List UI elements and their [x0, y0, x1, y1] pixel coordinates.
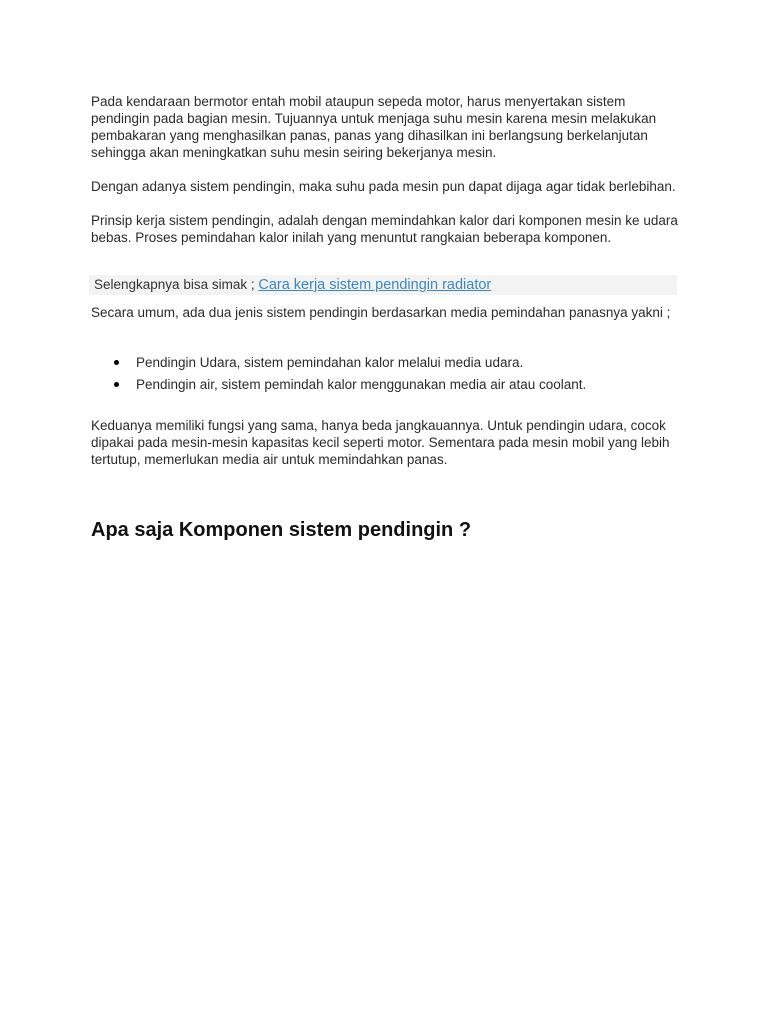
comparison-paragraph: Keduanya memiliki fungsi yang sama, hanya beda jangkauannya. Untuk pendingin udara, cocok dipakai pada mesin-mesin kapasitas kecil seperti motor. Sementara pada mesin mobil yang lebih tertutup, memerlukan media air untuk memindahkan panas. — [91, 418, 670, 467]
cooling-types-list — [91, 354, 681, 393]
read-more-callout — [89, 275, 677, 295]
radiator-article-link[interactable]: Cara kerja sistem pendingin radiator — [258, 277, 492, 293]
bullet-icon — [114, 382, 119, 387]
callout-prefix: Selengkapnya bisa simak ; — [94, 277, 259, 292]
principle-paragraph: Prinsip kerja sistem pendingin, adalah dengan memindahkan kalor dari komponen mesin ke udara bebas. Proses pemindahan kalor inilah yang menuntut rangkaian beberapa komponen. — [91, 213, 678, 245]
section-heading: Apa saja Komponen sistem pendingin ? — [91, 519, 472, 541]
bullet-icon — [114, 360, 119, 365]
list-item-text: Pendingin Udara, sistem pemindahan kalor melalui media udara. — [136, 355, 524, 370]
second-paragraph: Dengan adanya sistem pendingin, maka suhu pada mesin pun dapat dijaga agar tidak berlebihan. — [91, 179, 676, 194]
list-item — [136, 354, 681, 371]
list-item — [136, 376, 681, 393]
types-intro-paragraph: Secara umum, ada dua jenis sistem pendingin berdasarkan media pemindahan panasnya yakni ; — [91, 305, 671, 320]
document-page — [91, 93, 681, 542]
intro-paragraph: Pada kendaraan bermotor entah mobil ataupun sepeda motor, harus menyertakan sistem pendingin pada bagian mesin. Tujuannya untuk menjaga suhu mesin karena mesin melakukan pembakaran yang menghasilkan panas, panas yang dihasilkan ini berlangsung berkelanjutan sehingga akan meningkatkan suhu mesin seiring bekerjanya mesin. — [91, 94, 657, 160]
list-item-text: Pendingin air, sistem pemindah kalor menggunakan media air atau coolant. — [136, 377, 587, 392]
